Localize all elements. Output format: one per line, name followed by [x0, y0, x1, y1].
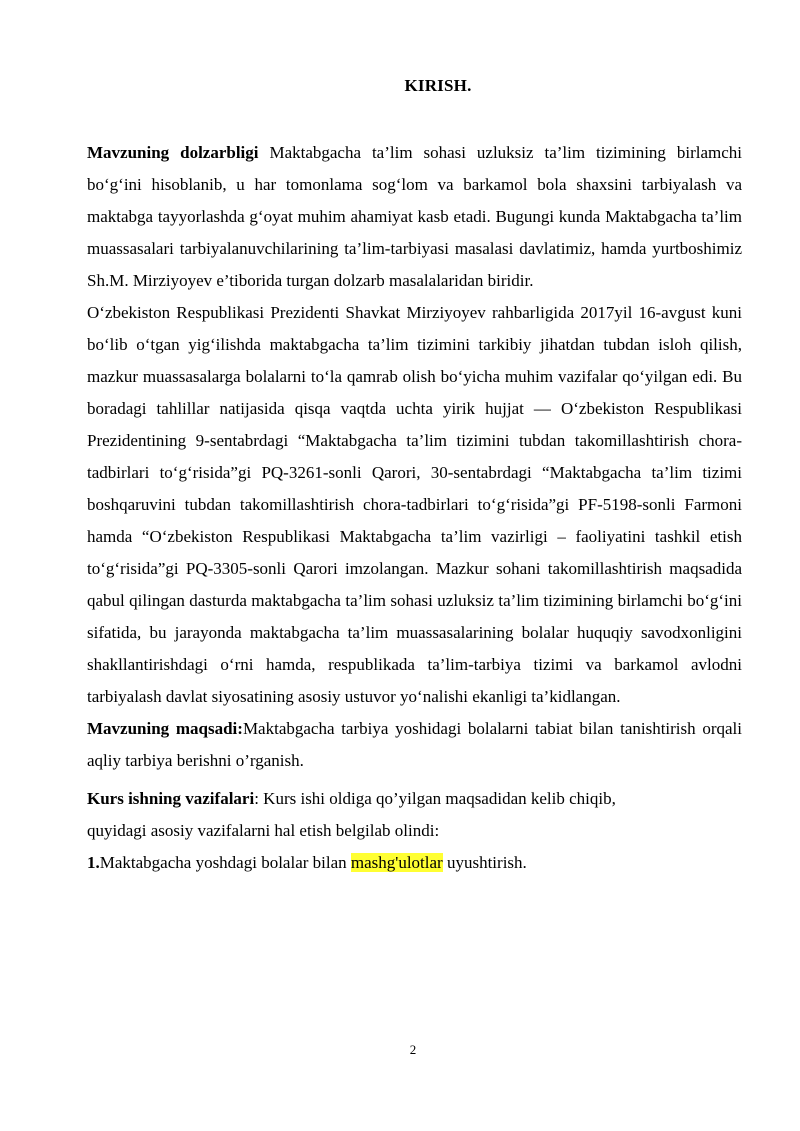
- tasks-intro-line2: quyidagi asosiy vazifalarni hal etish belgilab olindi:: [87, 821, 440, 840]
- relevance-text: Maktabgacha ta’lim sohasi uzluksiz ta’lim tizimining birlamchi bo‘g‘ini hisoblanib, u har tomonlama sog‘lom va barkamol bola shaxsini tarbiyalash va maktabga tayyorlashda g‘oyat muhim ahamiyat kasb etadi. Bugungi kunda Maktabgacha ta’lim muassasalari tarbiyalanuvchilarining ta’lim-tarbiyasi masalasi davlatimiz, hamda yurtboshimiz Sh.M. Mirziyoyev e’tiborida turgan dolzarb masalalaridan biridir.: [87, 143, 742, 290]
- page-number: 2: [409, 1042, 417, 1057]
- paragraph-tasks: [87, 783, 742, 847]
- task-item-text-after: uyushtirish.: [442, 853, 527, 872]
- paragraph-goal: [87, 713, 742, 777]
- paragraph-relevance: [87, 137, 742, 297]
- decrees-text: O‘zbekiston Respublikasi Prezidenti Shavkat Mirziyoyev rahbarligida 2017yil 16-avgust kuni bo‘lib o‘tgan yig‘ilishda maktabgacha ta’lim tizimini tarkibiy jihatdan tubdan isloh qilish, mazkur muassasalarga bolalarni to‘la qamrab olish bo‘yicha muhim vazifalar qo‘yilgan edi. Bu boradagi tahlillar natijasida qisqa vaqtda uchta yirik hujjat — O‘zbekiston Respublikasi Prezidentining 9-sentabrdagi “Maktabgacha ta’lim tizimini tubdan takomillashtirish chora-tadbirlari to‘g‘risida”gi PQ-3261-sonli Qarori, 30-sentabrdagi “Maktabgacha ta’lim tizimi boshqaruvini tubdan takomillashtirish chora-tadbirlari to‘g‘risida”gi PF-5198-sonli Farmoni hamda “O‘zbekiston Respublikasi Maktabgacha ta’lim vazirligi – faoliyatini tashkil etish to‘g‘risida”gi PQ-3305-sonli Qarori imzolangan. Mazkur sohani takomillashtirish maqsadida qabul qilingan dasturda maktabgacha ta’lim sohasi uzluksiz ta’lim tizimining birlamchi bo‘g‘ini sifatida, bu jarayonda maktabgacha ta’lim muassasalarining bolalar huquqiy savodxonligini shakllantirishdagi o‘rni hamda, respublikada ta’lim-tarbiya tizimi va barkamol avlodni tarbiyalash davlat siyosatining asosiy ustuvor yo‘nalishi ekanligi ta’kidlangan.: [87, 303, 742, 706]
- document-body: [87, 137, 742, 879]
- task-item-text-before: Maktabgacha yoshdagi bolalar bilan: [99, 853, 351, 872]
- paragraph-presidential-decrees: [87, 297, 742, 713]
- goal-heading: Mavzuning maqsadi:: [87, 719, 243, 738]
- highlighted-term: mashg'ulotlar: [350, 853, 443, 872]
- page-title: KIRISH.: [404, 76, 472, 95]
- goal-text: Maktabgacha tarbiya yoshidagi bolalarni tabiat bilan tanishtirish orqali aqliy tarbiya berishni o’rganish.: [87, 719, 742, 770]
- task-item-number: 1.: [87, 853, 100, 872]
- tasks-heading: Kurs ishning vazifalari: [87, 789, 255, 808]
- tasks-intro-line1: : Kurs ishi oldiga qo’yilgan maqsadidan kelib chiqib,: [254, 789, 616, 808]
- relevance-heading: Mavzuning dolzarbligi: [87, 143, 259, 162]
- task-item-1: [87, 847, 742, 879]
